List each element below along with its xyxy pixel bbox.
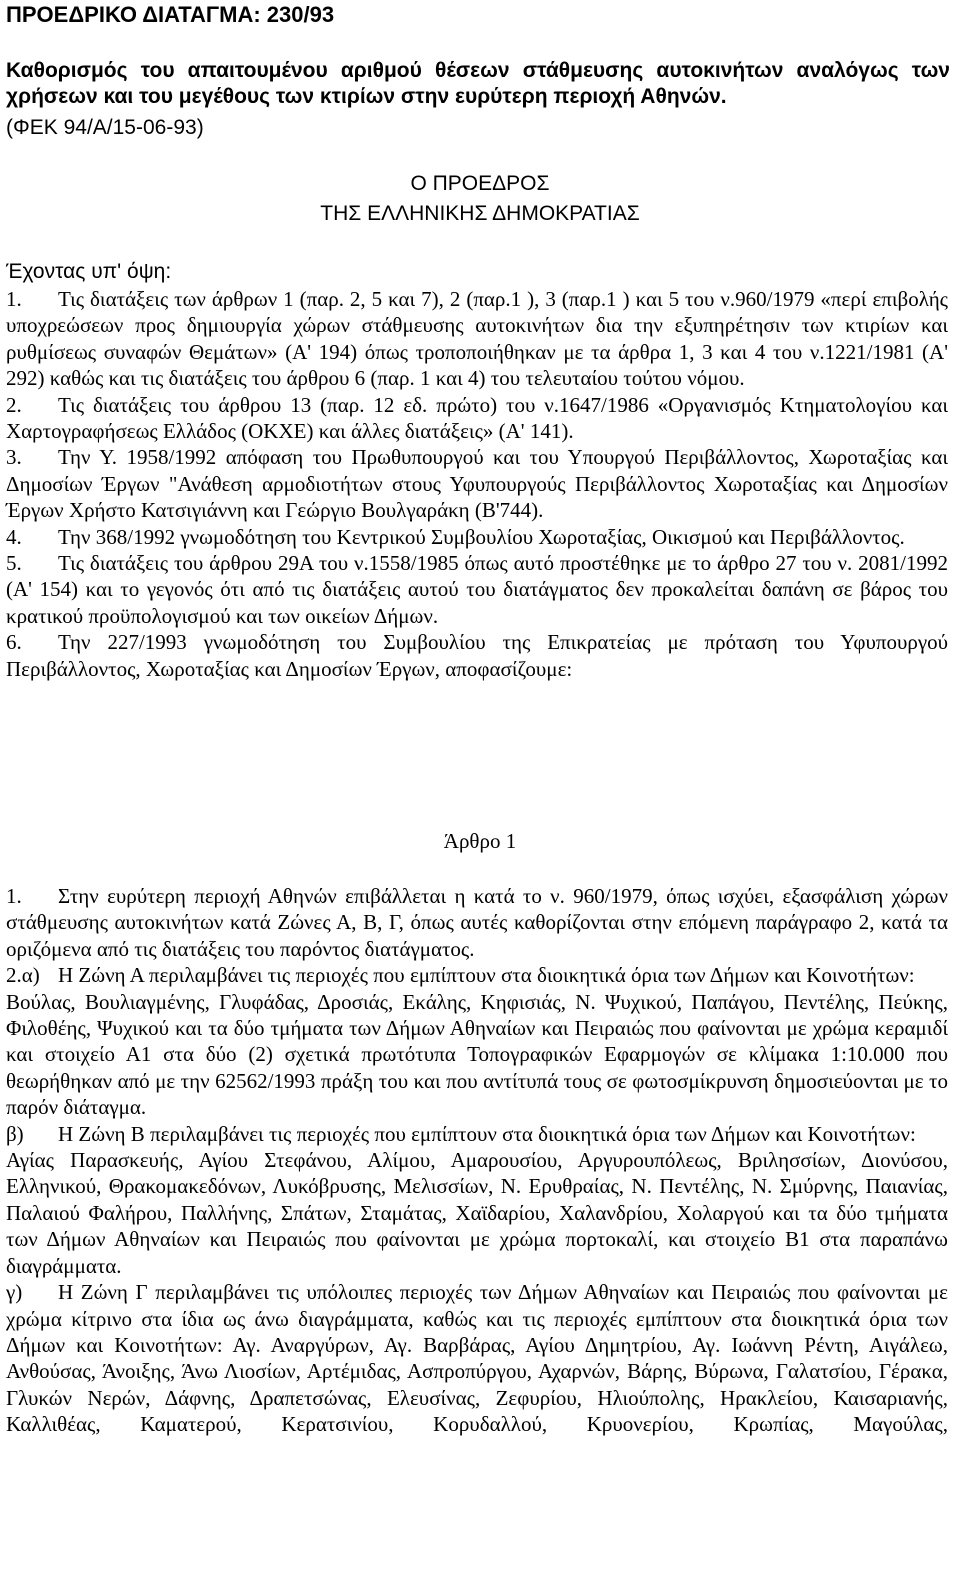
- paragraph-text: Αγίας Παρασκευής, Αγίου Στεφάνου, Αλίμου, Αμαρουσίου, Αργυρουπόλεως, Βριλησσίων, Διονύσου, Ελληνικού, Θρακομακεδόνων, Λυκόβρυσης, Μελισσίων, Ν. Ερυθραίας, Ν. Πεντέλης, Ν. Σμύρνης, Παιανίας, Παλαιού Φαλήρου, Παλλήνης, Σπάτων, Σταμάτας, Χαϊδαρίου, Χαλανδρίου, Χολαργού και τα δύο τμήματα των Δήμων Αθηναίων και Πειραιώς που φαίνονται με χρώμα πορτοκαλί, και στοιχείο Β1 στα παραπάνω διαγράμματα.: [6, 1148, 948, 1278]
- president-line-1: Ο ΠΡΟΕΔΡΟΣ: [410, 172, 550, 195]
- paragraph-text: Στην ευρύτερη περιοχή Αθηνών επιβάλλεται η κατά το ν. 960/1979, όπως ισχύει, εξασφάλιση χώρων στάθμευσης αυτοκινήτων κατά Ζώνες Α, Β, Γ, όπως αυτές καθορίζονται στην επόμενη παράγραφο 2, κατά τα οριζόμενα από τις διατάξεις του παρόντος διατάγματος.: [6, 884, 948, 961]
- article-body: [6, 883, 948, 1438]
- article-paragraph: [6, 1147, 948, 1279]
- article-paragraph: [6, 1279, 948, 1437]
- item-text: Τις διατάξεις του άρθρου 29Α του ν.1558/1985 όπως αυτό προστέθηκε με το άρθρο 27 του ν. 2081/1992 (Α' 154) και το γεγονός ότι από τις διατάξεις αυτού του διατάγματος δεν προκαλείται δαπάνη σε βάρος του κρατικού προϋπολογισμού και των οικείων Δήμων.: [6, 551, 948, 628]
- item-number: 1.: [6, 287, 22, 311]
- paragraph-number: γ): [6, 1280, 23, 1305]
- item-text: Τις διατάξεις του άρθρου 13 (παρ. 12 εδ. πρώτο) του ν.1647/1986 «Οργανισμός Κτηματολογίου και Χαρτογραφήσεως Ελλάδος (ΟΚΧΕ) και άλλες διατάξεις» (Α' 141).: [6, 392, 948, 444]
- preamble-item: [6, 550, 948, 629]
- preamble-item: [6, 286, 948, 392]
- paragraph-number: 2.α): [6, 963, 40, 988]
- decree-title: ΠΡΟΕΔΡΙΚΟ ΔΙΑΤΑΓΜΑ: 230/93: [6, 2, 335, 27]
- preamble-list: [6, 286, 948, 682]
- preamble-item: [6, 524, 948, 550]
- item-text: Τις διατάξεις των άρθρων 1 (παρ. 2, 5 και 7), 2 (παρ.1 ), 3 (παρ.1 ) και 5 του ν.960/1979 «περί επιβολής υποχρεώσεων προς δημιουργία χώρων στάθμευσης αυτοκινήτων δια την εξυπηρέτησιν των κτιρίων και ρυθμίσεως συναφών Θεμάτων» (Α' 194) όπως τροποποιήθηκαν με τα άρθρα 1, 3 και 4 του ν.1221/1981 (Α' 292) καθώς και τις διατάξεις του άρθρου 6 (παρ. 1 και 4) του τελευταίου τούτου νόμου.: [6, 287, 948, 391]
- item-number: 2.: [6, 392, 22, 417]
- article-paragraph: [6, 883, 948, 962]
- article-paragraph: [6, 989, 948, 1121]
- item-text: Την 368/1992 γνωμοδότηση του Κεντρικού Συμβουλίου Χωροταξίας, Οικισμού και Περιβάλλοντος.: [58, 524, 905, 549]
- paragraph-text: Η Ζώνη Α περιλαμβάνει τις περιοχές που εμπίπτουν στα διοικητικά όρια των Δήμων και Κοινοτήτων:: [58, 963, 915, 988]
- item-text: Την 227/1993 γνωμοδότηση του Συμβουλίου της Επικρατείας με πρόταση του Υφυπουργού Περιβάλλοντος, Χωροταξίας και Δημοσίων Έργων, αποφασίζουμε:: [6, 630, 948, 681]
- item-number: 6.: [6, 630, 22, 655]
- article-paragraph: [6, 1121, 948, 1147]
- article-paragraph: [6, 962, 948, 988]
- item-text: Την Υ. 1958/1992 απόφαση του Πρωθυπουργού και του Υπουργού Περιβάλλοντος, Χωροταξίας και Δημοσίων Έργων "Ανάθεση αρμοδιοτήτων στους Υφυπουργούς Περιβάλλοντος Χωροταξίας και Δημοσίων Έργων Χρήστο Κατσιγιάννη και Γεώργιο Βουλγαράκη (Β'744).: [6, 445, 948, 523]
- item-number: 3.: [6, 445, 22, 470]
- president-heading: [0, 169, 960, 229]
- article-title: Άρθρο 1: [443, 829, 517, 853]
- paragraph-text: Η Ζώνη Γ περιλαμβάνει τις υπόλοιπες περιοχές των Δήμων Αθηναίων και Πειραιώς που φαίνονται με χρώμα κίτρινο στα ίδια ως άνω διαγράμματα, καθώς και τις περιοχές εμπίπτουν στα διοικητικά όρια των Δήμων και Κοινοτήτων: Αγ. Αναργύρων, Αγ. Βαρβάρας, Αγίου Δημητρίου, Αγ. Ιωάννη Ρέντη, Αιγάλεω, Ανθούσας, Άνοιξης, Άνω Λιοσίων, Αρτέμιδας, Ασπροπύργου, Αχαρνών, Βάρης, Βύρωνα, Γαλατσίου, Γέρακα, Γλυκών Νερών, Δάφνης, Δραπετσώνας, Ελευσίνας, Ζεφυρίου, Ηλιούπολης, Ηρακλείου, Καισαριανής, Καλλιθέας, Καματερού, Κερατσινίου, Κορυδαλλού, Κρυονερίου, Κρωπίας, Μαγούλας,: [6, 1280, 948, 1437]
- paragraph-number: β): [6, 1121, 24, 1146]
- preamble-item: [6, 629, 948, 682]
- preamble-item: [6, 392, 948, 445]
- item-number: 4.: [6, 524, 22, 549]
- considering-label: Έχοντας υπ' όψη:: [6, 260, 172, 283]
- president-line-2: ΤΗΣ ΕΛΛΗΝΙΚΗΣ ΔΗΜΟΚΡΑΤΙΑΣ: [320, 202, 640, 225]
- paragraph-number: 1.: [6, 884, 22, 908]
- decree-subtitle: Καθορισμός του απαιτουμένου αριθμού θέσεων στάθμευσης αυτοκινήτων αναλόγως των χρήσεων και του μεγέθους των κτιρίων στην ευρύτερη περιοχή Αθηνών.: [6, 59, 950, 108]
- paragraph-text: Βούλας, Βουλιαγμένης, Γλυφάδας, Δροσιάς, Εκάλης, Κηφισιάς, Ν. Ψυχικού, Παπάγου, Πεντέλης, Πεύκης, Φιλοθέης, Ψυχικού και τα δύο τμήματα των Δήμων Αθηναίων και Πειραιώς που φαίνονται με χρώμα κεραμιδί και στοιχείο Α1 στα δύο (2) σχετικά πρωτότυπα Τοπογραφικών Εφαρμογών σε κλίμακα 1:10.000 που θεωρήθηκαν από με την 62562/1993 πράξη του και που αντίτυπά τους σε φωτοσμίκρυνση δημοσιεύονται με το παρόν διάταγμα.: [6, 989, 948, 1120]
- item-number: 5.: [6, 551, 22, 576]
- preamble-item: [6, 444, 948, 523]
- gazette-reference: (ΦΕΚ 94/Α/15-06-93): [6, 116, 204, 139]
- paragraph-text: Η Ζώνη Β περιλαμβάνει τις περιοχές που εμπίπτουν στα διοικητικά όρια των Δήμων και Κοινοτήτων:: [58, 1121, 916, 1146]
